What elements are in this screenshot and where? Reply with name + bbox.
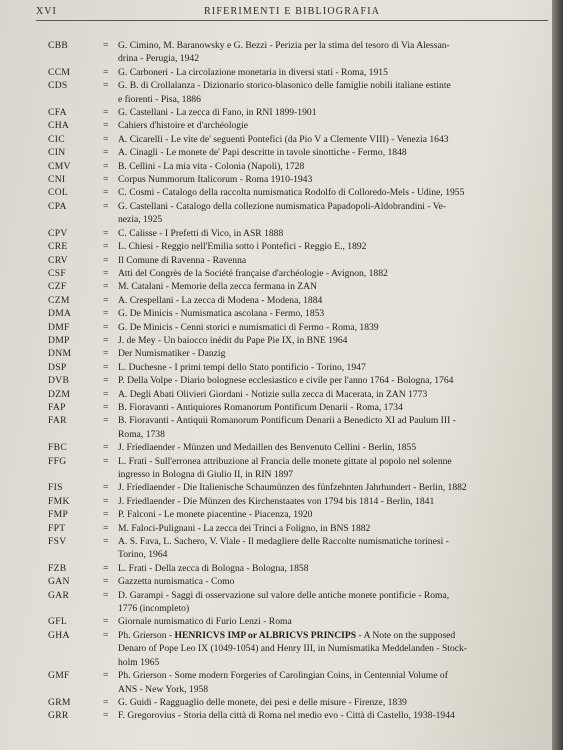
entry-line: Torino, 1964 [118, 549, 168, 561]
entry-abbreviation: DZM [48, 388, 71, 400]
bibliography-entry [0, 254, 552, 267]
entry-equals: = [103, 281, 109, 293]
entry-abbreviation: FBC [48, 442, 68, 454]
entry-reference [118, 669, 552, 696]
entry-line: Roma, 1738 [118, 428, 165, 440]
entry-reference [118, 79, 552, 106]
entry-line: G. B. di Crollalanza - Dizionario storico-blasonico delle famiglie nobili italiane estinte [118, 80, 451, 92]
entry-line: nezia, 1925 [118, 214, 163, 226]
entry-abbreviation: COL [48, 187, 69, 199]
header-rule [36, 20, 548, 21]
entry-abbreviation: DNM [48, 348, 72, 360]
bibliography-list [0, 39, 552, 723]
bibliography-entry [0, 240, 552, 253]
entry-line: G. De Minicis - Numismatica ascolana - Fermo, 1853 [118, 308, 325, 320]
entry-reference [118, 441, 552, 454]
entry-line: C. Calisse - I Prefetti di Vico, in ASR 1888 [118, 227, 284, 239]
entry-abbreviation: CSF [48, 267, 66, 279]
bibliography-entry [0, 696, 552, 709]
entry-line: D. Garampi - Saggi di osservazione sul valore delle antiche monete pontificie - Roma, [118, 589, 450, 601]
entry-reference [118, 615, 552, 628]
entry-bold-title: HENRICVS IMP or ALBRICVS PRINCIPS [174, 629, 359, 641]
entry-equals: = [103, 401, 109, 413]
entry-abbreviation: DVB [48, 375, 70, 387]
bibliography-entry [0, 280, 552, 293]
entry-abbreviation: GHA [48, 629, 70, 641]
entry-reference [118, 562, 552, 575]
entry-reference [118, 173, 552, 186]
entry-line: A. Cicarelli - Le vite de' seguenti Pontefici (da Pio V a Clemente VIII) - Venezia 1643 [118, 133, 449, 145]
entry-line: P. Falconi - Le monete piacentine - Piacenza, 1920 [118, 509, 313, 521]
entry-equals: = [103, 562, 109, 574]
entry-abbreviation: FPT [48, 522, 66, 534]
entry-abbreviation: DMA [48, 308, 72, 320]
entry-equals: = [103, 696, 109, 708]
entry-reference [118, 307, 552, 320]
page-number: XVI [36, 6, 57, 17]
bibliography-entry [0, 106, 552, 119]
entry-abbreviation: CIN [48, 147, 66, 159]
entry-line: G. Cimino, M. Baranowsky e G. Bezzi - Perizia per la stima del tesoro di Via Alessan- [118, 40, 450, 51]
entry-reference [118, 629, 552, 669]
entry-equals: = [103, 442, 109, 454]
entry-reference [118, 401, 552, 414]
entry-equals: = [103, 589, 109, 601]
entry-reference [118, 522, 552, 535]
entry-line: J. Friedlaender - Münzen und Medaillen des Benvenuto Cellini - Berlin, 1855 [118, 442, 417, 454]
entry-abbreviation: GFL [48, 616, 68, 628]
entry-abbreviation: CIC [48, 133, 65, 145]
bibliography-entry [0, 709, 552, 722]
entry-reference [118, 575, 552, 588]
entry-equals: = [103, 536, 109, 548]
entry-reference [118, 334, 552, 347]
bibliography-entry [0, 361, 552, 374]
entry-reference [118, 267, 552, 280]
entry-abbreviation: GMF [48, 670, 70, 682]
entry-abbreviation: DMF [48, 321, 70, 333]
bibliography-entry [0, 575, 552, 588]
entry-equals: = [103, 616, 109, 628]
entry-abbreviation: CBB [48, 40, 69, 51]
bibliography-entry [0, 66, 552, 79]
bibliography-entry [0, 401, 552, 414]
entry-line: B. Cellini - La mia vita - Colonia (Napoli), 1728 [118, 160, 305, 172]
entry-line: A. S. Fava, L. Sachero, V. Viale - Il medagliere delle Raccolte numismatiche torinesi - [118, 536, 449, 548]
entry-abbreviation: CHA [48, 120, 70, 132]
entry-line: J. de Mey - Un baiocco inédit du Pape Pie IX, in BNE 1964 [118, 334, 348, 346]
entry-reference [118, 39, 552, 66]
entry-equals: = [103, 107, 109, 119]
entry-equals: = [103, 241, 109, 253]
entry-abbreviation: CMV [48, 160, 71, 172]
entry-abbreviation: DSP [48, 361, 67, 373]
entry-line: L. Duchesne - I primi tempi dello Stato pontificio - Torino, 1947 [118, 361, 366, 373]
entry-line: Il Comune di Ravenna - Ravenna [118, 254, 247, 266]
entry-line: Gazzetta numismatica - Como [118, 576, 235, 588]
entry-line: e fiorenti - Pisa, 1886 [118, 93, 201, 105]
entry-equals: = [103, 267, 109, 279]
bibliography-entry [0, 347, 552, 360]
entry-line: holm 1965 [118, 656, 160, 668]
bibliography-entry [0, 79, 552, 106]
entry-equals: = [103, 294, 109, 306]
bibliography-entry [0, 562, 552, 575]
entry-line: Der Numismatiker - Danzig [118, 348, 226, 360]
entry-line: J. Friedlaender - Die Münzen des Kirchenstaates von 1794 bis 1814 - Berlin, 1841 [118, 495, 435, 507]
entry-abbreviation: CRV [48, 254, 68, 266]
entry-abbreviation: CRE [48, 241, 68, 253]
entry-reference [118, 294, 552, 307]
entry-equals: = [103, 576, 109, 588]
entry-reference [118, 106, 552, 119]
entry-equals: = [103, 361, 109, 373]
page-header [36, 4, 546, 20]
entry-abbreviation: CZM [48, 294, 70, 306]
entry-line: B. Fioravanti - Antiquii Romanorum Pontificum Denarii a Benedicto XI ad Paulum III - [118, 415, 456, 427]
entry-reference [118, 455, 552, 482]
entry-line: G. De Minicis - Cenni storici e numismatici di Fermo - Roma, 1839 [118, 321, 379, 333]
entry-line: B. Fioravanti - Antiquiores Romanorum Pontificum Denarii - Roma, 1734 [118, 401, 403, 413]
entry-reference [118, 254, 552, 267]
bibliography-entry [0, 119, 552, 132]
entry-equals: = [103, 509, 109, 521]
entry-line: G. Carboneri - La circolazione monetaria in diversi stati - Roma, 1915 [118, 66, 388, 78]
entry-abbreviation: FMP [48, 509, 69, 521]
entry-reference [118, 374, 552, 387]
entry-line: G. Castellani - Catalogo della collezione numismatica Papadopoli-Aldobrandini - Ve- [118, 200, 447, 212]
bibliography-entry [0, 441, 552, 454]
entry-equals: = [103, 375, 109, 387]
entry-line: Atti del Congrès de la Société française d'archéologie - Avignon, 1882 [118, 267, 388, 279]
entry-reference [118, 66, 552, 79]
bibliography-entry [0, 200, 552, 227]
entry-line: Giornale numismatico di Furio Lenzi - Roma [118, 616, 292, 628]
entry-equals: = [103, 455, 109, 467]
entry-abbreviation: DMP [48, 334, 70, 346]
bibliography-entry [0, 294, 552, 307]
bibliography-entry [0, 133, 552, 146]
entry-equals: = [103, 40, 109, 51]
bibliography-entry [0, 522, 552, 535]
entry-equals: = [103, 482, 109, 494]
entry-line [118, 629, 532, 642]
bibliography-entry [0, 186, 552, 199]
entry-line: P. Della Volpe - Diario bolognese ecclesiastico e civile per l'anno 1764 - Bologna, 1764 [118, 375, 454, 387]
entry-reference [118, 589, 552, 616]
bibliography-entry [0, 307, 552, 320]
entry-line: Denaro of Pope Leo IX (1049-1054) and Henry III, in Numismatika Meddelanden - Stock- [118, 643, 468, 655]
entry-abbreviation: FSV [48, 536, 67, 548]
entry-line: A. Degli Abati Olivieri Giordani - Notizie sulla zecca di Macerata, in ZAN 1773 [118, 388, 428, 400]
entry-reference [118, 186, 552, 199]
entry-line: J. Friedlaender - Die Italienische Schaumünzen des fünfzehnten Jahrhundert - Berlin, 1882 [118, 482, 467, 494]
running-title: RIFERIMENTI E BIBLIOGRAFIA [204, 6, 381, 17]
bibliography-entry [0, 589, 552, 616]
bibliography-entry [0, 388, 552, 401]
entry-equals: = [103, 388, 109, 400]
entry-equals: = [103, 495, 109, 507]
entry-abbreviation: CZF [48, 281, 67, 293]
entry-equals: = [103, 147, 109, 159]
entry-rest: - A Note on the supposed [358, 629, 456, 641]
bibliography-entry [0, 508, 552, 521]
entry-line: F. Gregorovius - Storia della città di Roma nel medio evo - Città di Castello, 1938-1944 [118, 710, 455, 722]
entry-equals: = [103, 254, 109, 266]
entry-abbreviation: CFA [48, 107, 67, 119]
entry-line: M. Catalani - Memorie della zecca fermana in ZAN [118, 281, 317, 293]
entry-abbreviation: FAP [48, 401, 66, 413]
entry-abbreviation: CDS [48, 80, 68, 92]
entry-reference [118, 280, 552, 293]
entry-reference [118, 388, 552, 401]
entry-equals: = [103, 120, 109, 132]
entry-equals: = [103, 308, 109, 320]
entry-line: G. Guidi - Ragguaglio delle monete, dei pesi e delle misure - Firenze, 1839 [118, 696, 407, 708]
bibliography-entry [0, 267, 552, 280]
entry-reference [118, 481, 552, 494]
bibliography-entry [0, 455, 552, 482]
entry-line: A. Crespellani - La zecca di Modena - Modena, 1884 [118, 294, 323, 306]
entry-reference [118, 414, 552, 441]
entry-abbreviation: GRR [48, 710, 69, 722]
entry-reference [118, 119, 552, 132]
entry-line: M. Faloci-Pulignani - La zecca dei Trinci a Foligno, in BNS 1882 [118, 522, 371, 534]
entry-abbreviation: FMK [48, 495, 70, 507]
entry-abbreviation: FZB [48, 562, 67, 574]
entry-abbreviation: FIS [48, 482, 63, 494]
entry-equals: = [103, 160, 109, 172]
bibliography-entry [0, 173, 552, 186]
entry-equals: = [103, 415, 109, 427]
entry-reference [118, 240, 552, 253]
bibliography-entry [0, 414, 552, 441]
entry-reference [118, 508, 552, 521]
entry-line: L. Frati - Sull'erronea attribuzione al Francia delle monete gittate al popolo nel solenne [118, 455, 452, 467]
entry-equals: = [103, 80, 109, 92]
entry-line: ingresso in Bologna di Giulio II, in RIN 1897 [118, 469, 294, 480]
entry-line: Ph. Grierson - Some modern Forgeries of Carolingian Coins, in Centennial Volume of [118, 670, 448, 682]
bibliography-entry [0, 629, 552, 669]
entry-abbreviation: CCM [48, 66, 71, 78]
page-edge [552, 0, 563, 750]
bibliography-entry [0, 374, 552, 387]
entry-equals: = [103, 133, 109, 145]
entry-reference [118, 321, 552, 334]
entry-equals: = [103, 200, 109, 212]
entry-abbreviation: GRM [48, 696, 71, 708]
entry-abbreviation: FFG [48, 455, 67, 467]
entry-reference [118, 535, 552, 562]
entry-reference [118, 133, 552, 146]
entry-reference [118, 227, 552, 240]
entry-abbreviation: GAR [48, 589, 70, 601]
entry-line: drina - Perugia, 1942 [118, 53, 199, 65]
bibliography-entry [0, 146, 552, 159]
entry-line: Cahiers d'histoire et d'archéologie [118, 120, 248, 132]
entry-line: L. Frati - Della zecca di Bologna - Bologna, 1858 [118, 562, 309, 574]
bibliography-entry [0, 160, 552, 173]
entry-reference [118, 361, 552, 374]
entry-line: G. Castellani - La zecca di Fano, in RNI 1899-1901 [118, 107, 317, 119]
bibliography-entry [0, 227, 552, 240]
entry-equals: = [103, 321, 109, 333]
entry-abbreviation: GAN [48, 576, 70, 588]
entry-abbreviation: CPA [48, 200, 67, 212]
bibliography-entry [0, 615, 552, 628]
entry-line: ANS - New York, 1958 [118, 683, 209, 695]
entry-abbreviation: CNI [48, 174, 66, 186]
entry-line: C. Cosmi - Catalogo della raccolta numismatica Rodolfo di Colloredo-Mels - Udine, 1955 [118, 187, 465, 199]
entry-reference [118, 160, 552, 173]
entry-equals: = [103, 187, 109, 199]
entry-equals: = [103, 334, 109, 346]
bibliography-entry [0, 495, 552, 508]
entry-line: 1776 (incompleto) [118, 603, 190, 615]
bibliography-entry [0, 535, 552, 562]
entry-reference [118, 495, 552, 508]
entry-equals: = [103, 174, 109, 186]
entry-reference [118, 146, 552, 159]
entry-equals: = [103, 227, 109, 239]
entry-equals: = [103, 710, 109, 722]
bibliography-entry [0, 481, 552, 494]
entry-reference [118, 709, 552, 722]
bibliography-entry [0, 39, 552, 66]
entry-equals: = [103, 348, 109, 360]
entry-author: Ph. Grierson - [118, 629, 175, 641]
bibliography-entry [0, 334, 552, 347]
bibliography-entry [0, 321, 552, 334]
entry-equals: = [103, 670, 109, 682]
entry-equals: = [103, 629, 109, 641]
entry-abbreviation: FAR [48, 415, 67, 427]
entry-line: A. Cinagli - Le monete de' Papi descritte in tavole sinottiche - Fermo, 1848 [118, 147, 407, 159]
entry-reference [118, 347, 552, 360]
entry-reference [118, 696, 552, 709]
entry-reference [118, 200, 552, 227]
entry-equals: = [103, 522, 109, 534]
entry-line: Corpus Nummorum Italicorum - Roma 1910-1943 [118, 174, 313, 186]
entry-line: L. Chiesi - Reggio nell'Emilia sotto i Pontefici - Reggio E., 1892 [118, 241, 367, 253]
bibliography-entry [0, 669, 552, 696]
entry-equals: = [103, 66, 109, 78]
entry-abbreviation: CPV [48, 227, 68, 239]
